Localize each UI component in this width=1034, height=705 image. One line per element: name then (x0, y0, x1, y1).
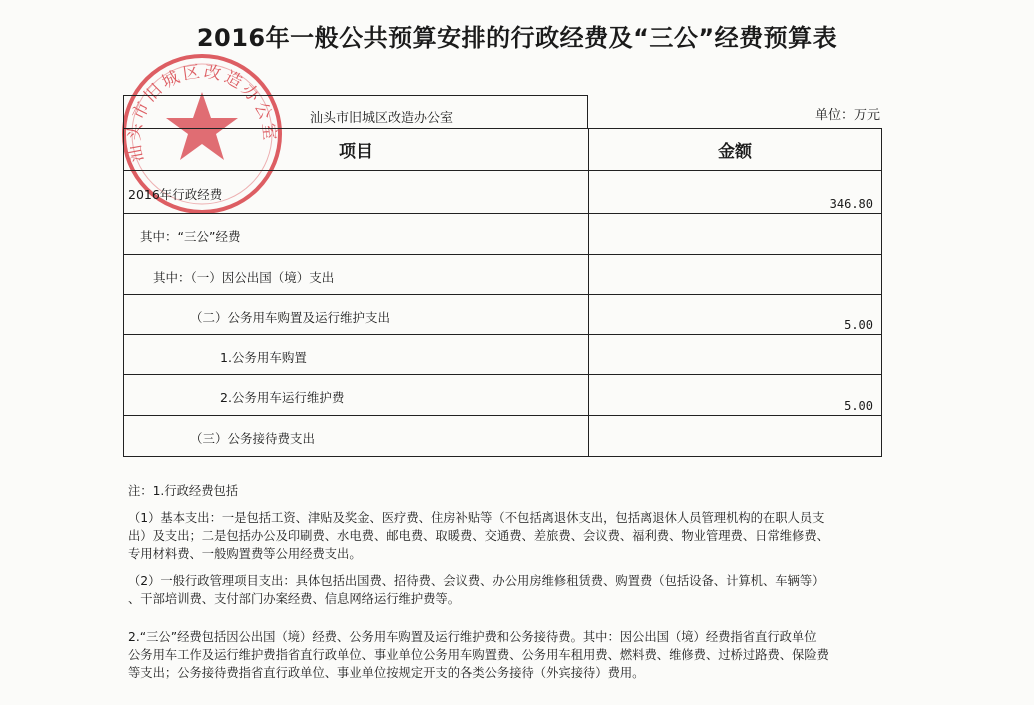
notes-section (128, 482, 888, 682)
table-row (124, 170, 881, 213)
row-label: 1.公务用车购置 (220, 350, 307, 365)
svg-text:汕头市旧城区改造办公室: 汕头市旧城区改造办公室 (124, 61, 280, 164)
row-label: 2.公务用车运行维护费 (220, 390, 345, 405)
note-line: 公务用车工作及运行维护费指省直行政单位、事业单位公务用车购置费、公务用车租用费、燃料费、维修费、过桥过路费、保险费 (128, 648, 829, 662)
table-row (124, 374, 881, 415)
row-label: （二）公务用车购置及运行维护支出 (190, 310, 391, 325)
row-amount: 346.80 (829, 197, 873, 211)
unit-label: 单位：万元 (814, 108, 880, 123)
table-row (124, 213, 881, 254)
header-item: 项目 (124, 129, 589, 170)
row-label: （三）公务接待费支出 (190, 431, 316, 446)
note-line: 2.“三公”经费包括因公出国（境）经费、公务用车购置及运行维护费和公务接待费。其中：因公出国（境）经费指省直行政单位 (128, 630, 817, 644)
org-header-box (123, 95, 588, 128)
org-name: 汕头市旧城区改造办公室 (310, 111, 454, 126)
notes-heading: 注：1.行政经费包括 (128, 484, 239, 498)
row-amount: 5.00 (844, 399, 873, 413)
table-row (124, 294, 881, 334)
table-row (124, 334, 881, 374)
row-label: 其中：（一）因公出国（境）支出 (153, 270, 335, 285)
table-row (124, 415, 881, 456)
note-line: （2）一般行政管理项目支出：具体包括出国费、招待费、会议费、办公用房维修租赁费、购置费（包括设备、计算机、车辆等） (128, 574, 825, 588)
budget-table (123, 128, 882, 457)
row-label: 2016年行政经费 (128, 187, 223, 202)
note-line: 出）及支出；二是包括办公及印刷费、水电费、邮电费、取暖费、交通费、差旅费、会议费、福利费、物业管理费、日常维修费、 (128, 529, 829, 543)
note-line: （1）基本支出：一是包括工资、津贴及奖金、医疗费、住房补贴等（不包括离退休支出，包括离退休人员管理机构的在职人员支 (128, 511, 825, 525)
row-amount: 5.00 (844, 318, 873, 332)
table-header-row (124, 129, 881, 170)
table-row (124, 254, 881, 294)
row-label: 其中：“三公”经费 (140, 229, 241, 244)
page-title: 2016年一般公共预算安排的行政经费及“三公”经费预算表 (196, 24, 838, 52)
note-line: 、干部培训费、支付部门办案经费、信息网络运行维护费等。 (128, 592, 461, 606)
header-amount: 金额 (718, 142, 752, 162)
note-line: 等支出；公务接待费指省直行政单位、事业单位按规定开支的各类公务接待（外宾接待）费用。 (128, 666, 645, 680)
note-line: 专用材料费、一般购置费等公用经费支出。 (128, 547, 362, 561)
